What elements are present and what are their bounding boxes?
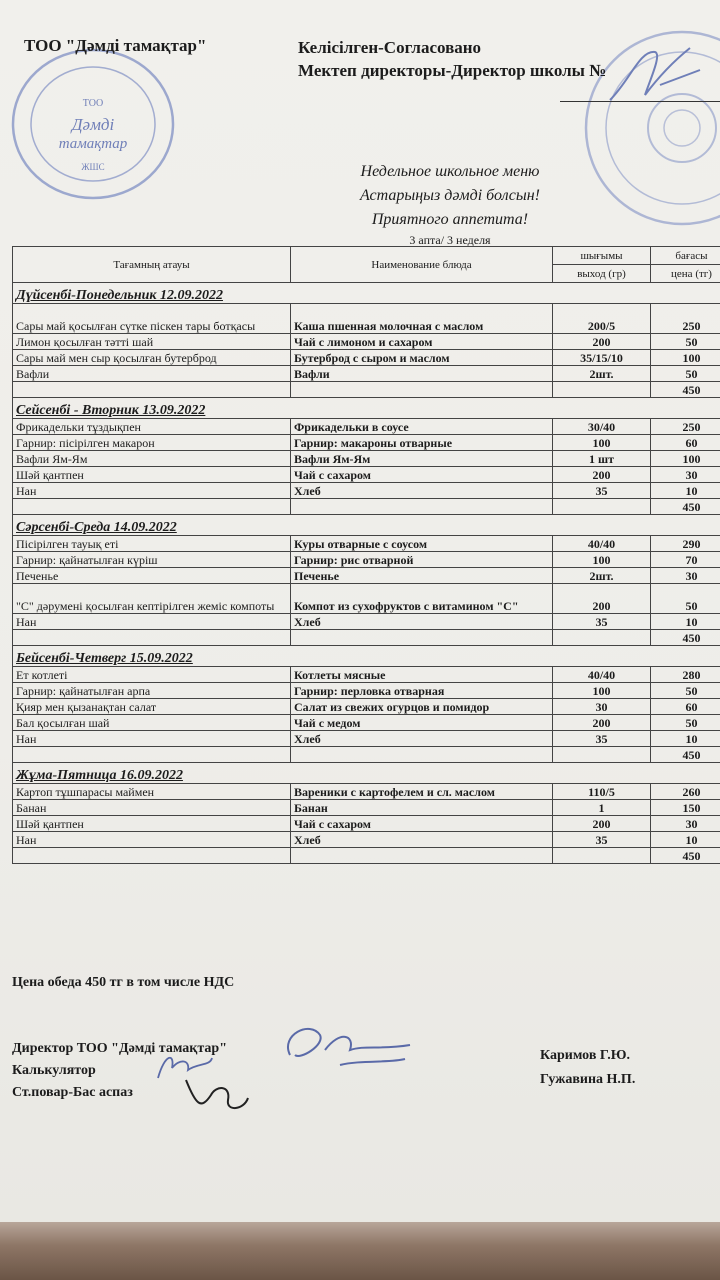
dish-ru: Печенье	[291, 568, 553, 584]
dish-kz: Сары май қосылған сүтке піскен тары ботқасы	[13, 304, 291, 334]
day-total: 450	[651, 382, 720, 398]
empty-cell	[291, 747, 553, 763]
stamp-top-text: ТОО	[82, 98, 104, 109]
dish-kz: Бал қосылған шай	[13, 715, 291, 731]
director-name: Каримов Г.Ю.	[540, 1048, 630, 1063]
dish-kz: Вафли Ям-Ям	[13, 451, 291, 467]
table-row	[13, 568, 720, 584]
dish-ru: Хлеб	[291, 614, 553, 630]
dish-price: 10	[651, 614, 720, 630]
dish-kz: Фрикадельки тұздықпен	[13, 419, 291, 435]
dish-ru: Хлеб	[291, 832, 553, 848]
day-total: 450	[651, 630, 720, 646]
approval-line-2: Мектеп директоры-Директор школы №	[298, 61, 607, 80]
menu-table	[12, 246, 720, 864]
day-total: 450	[651, 499, 720, 515]
stamp-name-line1: Дәмді	[71, 115, 115, 134]
dish-yield: 35/15/10	[553, 350, 651, 366]
table-row	[13, 683, 720, 699]
dish-ru: Вафли	[291, 366, 553, 382]
dish-price: 50	[651, 334, 720, 350]
table-row	[13, 667, 720, 683]
day-row	[13, 646, 720, 667]
empty-cell	[553, 382, 651, 398]
dish-kz: Ет котлеті	[13, 667, 291, 683]
dish-yield: 1	[553, 800, 651, 816]
table-row	[13, 451, 720, 467]
table-row	[13, 584, 720, 614]
table-row	[13, 832, 720, 848]
dish-ru: Чай с сахаром	[291, 467, 553, 483]
total-row	[13, 382, 720, 398]
dish-kz: Банан	[13, 800, 291, 816]
menu-body	[13, 283, 720, 864]
table-row	[13, 536, 720, 552]
day-title: Сәрсенбі-Среда 14.09.2022	[13, 515, 720, 536]
dish-yield: 100	[553, 552, 651, 568]
dish-yield: 1 шт	[553, 451, 651, 467]
approval-line-1: Келісілген-Согласовано	[298, 38, 482, 57]
dish-price: 60	[651, 699, 720, 715]
dish-yield: 200	[553, 584, 651, 614]
dish-ru: Гарнир: рис отварной	[291, 552, 553, 568]
week-label: 3 апта/ 3 неделя	[409, 233, 491, 247]
empty-cell	[291, 630, 553, 646]
dish-price: 30	[651, 568, 720, 584]
dish-yield: 40/40	[553, 667, 651, 683]
day-row	[13, 763, 720, 784]
day-title: Бейсенбі-Четверг 15.09.2022	[13, 646, 720, 667]
director-signature	[600, 40, 710, 110]
stamp-name-line2: тамақтар	[58, 136, 128, 152]
dish-ru: Чай с сахаром	[291, 816, 553, 832]
dish-yield: 110/5	[553, 784, 651, 800]
dish-ru: Вафли Ям-Ям	[291, 451, 553, 467]
dish-kz: Печенье	[13, 568, 291, 584]
day-total: 450	[651, 747, 720, 763]
dish-price: 50	[651, 584, 720, 614]
dish-kz: Гарнир: қайнатылған арпа	[13, 683, 291, 699]
dish-ru: Фрикадельки в соусе	[291, 419, 553, 435]
dish-yield: 2шт.	[553, 568, 651, 584]
dish-yield: 35	[553, 731, 651, 747]
empty-cell	[13, 382, 291, 398]
dish-ru: Вареники с картофелем и сл. маслом	[291, 784, 553, 800]
day-title: Дүйсенбі-Понедельник 12.09.2022	[13, 283, 720, 304]
dish-ru: Гарнир: перловка отварная	[291, 683, 553, 699]
table-row	[13, 435, 720, 451]
director-signature-mark	[270, 1015, 420, 1085]
dish-yield: 200	[553, 816, 651, 832]
table-row	[13, 552, 720, 568]
dish-kz: Вафли	[13, 366, 291, 382]
calculator-label: Калькулятор	[12, 1063, 96, 1078]
stamp-bottom-text: ЖШС	[81, 162, 105, 172]
dish-price: 10	[651, 832, 720, 848]
chef-signature-mark	[176, 1070, 256, 1120]
table-row	[13, 419, 720, 435]
dish-yield: 40/40	[553, 536, 651, 552]
table-row	[13, 800, 720, 816]
table-row	[13, 467, 720, 483]
dish-yield: 35	[553, 832, 651, 848]
table-row	[13, 699, 720, 715]
dish-yield: 30/40	[553, 419, 651, 435]
table-row	[13, 715, 720, 731]
dish-kz: Гарнир: қайнатылған күріш	[13, 552, 291, 568]
empty-cell	[13, 499, 291, 515]
table-row	[13, 334, 720, 350]
chef-label: Ст.повар-Бас аспаз	[12, 1085, 133, 1100]
dish-price: 50	[651, 366, 720, 382]
dish-kz: Пісірілген тауық еті	[13, 536, 291, 552]
dish-price: 10	[651, 483, 720, 499]
empty-cell	[553, 848, 651, 864]
day-total: 450	[651, 848, 720, 864]
header-price-ru: цена (тг)	[651, 265, 720, 283]
dish-yield: 35	[553, 483, 651, 499]
dish-ru: Чай с лимоном и сахаром	[291, 334, 553, 350]
empty-cell	[291, 382, 553, 398]
dish-kz: Сары май мен сыр қосылған бутерброд	[13, 350, 291, 366]
menu-title	[300, 160, 600, 232]
dish-price: 250	[651, 419, 720, 435]
dish-ru: Гарнир: макароны отварные	[291, 435, 553, 451]
dish-kz: Қияр мен қызанақтан салат	[13, 699, 291, 715]
director-label: Директор ТОО "Дәмді тамақтар"	[12, 1041, 227, 1056]
dish-ru: Куры отварные с соусом	[291, 536, 553, 552]
table-row	[13, 784, 720, 800]
dish-kz: Нан	[13, 614, 291, 630]
header-yield-kz: шығымы	[553, 247, 651, 265]
dish-kz: Нан	[13, 832, 291, 848]
table-row	[13, 731, 720, 747]
dish-price: 50	[651, 715, 720, 731]
empty-cell	[291, 848, 553, 864]
title-line-1: Недельное школьное меню	[360, 163, 540, 180]
dish-ru: Банан	[291, 800, 553, 816]
dish-kz: "С" дәрумені қосылған кептірілген жеміс компоты	[13, 584, 291, 614]
title-line-2: Астарыңыз дәмді болсын!	[360, 187, 540, 204]
header-ru-name: Наименование блюда	[291, 247, 553, 283]
company-stamp	[8, 44, 178, 204]
dish-kz: Шәй қантпен	[13, 816, 291, 832]
dish-yield: 30	[553, 699, 651, 715]
dish-price: 100	[651, 451, 720, 467]
table-row	[13, 614, 720, 630]
total-row	[13, 630, 720, 646]
dish-price: 290	[651, 536, 720, 552]
dish-kz: Картоп тұшпарасы маймен	[13, 784, 291, 800]
dish-kz: Лимон қосылған тәтті шай	[13, 334, 291, 350]
total-row	[13, 499, 720, 515]
dish-ru: Котлеты мясные	[291, 667, 553, 683]
lunch-price-note: Цена обеда 450 тг в том числе НДС	[12, 975, 235, 990]
table-row	[13, 366, 720, 382]
dish-price: 280	[651, 667, 720, 683]
dish-price: 150	[651, 800, 720, 816]
company-name: ТОО "Дәмді тамақтар"	[24, 36, 207, 55]
dish-price: 30	[651, 467, 720, 483]
empty-cell	[553, 630, 651, 646]
empty-cell	[13, 848, 291, 864]
dish-price: 10	[651, 731, 720, 747]
day-row	[13, 515, 720, 536]
dish-yield: 200/5	[553, 304, 651, 334]
dish-ru: Чай с медом	[291, 715, 553, 731]
table-row	[13, 304, 720, 334]
dish-price: 100	[651, 350, 720, 366]
total-row	[13, 747, 720, 763]
calculator-name: Гужавина Н.П.	[540, 1072, 636, 1087]
table-header-row	[13, 247, 720, 265]
dish-yield: 2шт.	[553, 366, 651, 382]
dish-kz: Нан	[13, 731, 291, 747]
dish-yield: 200	[553, 467, 651, 483]
day-title: Жұма-Пятница 16.09.2022	[13, 763, 720, 784]
signature-names	[540, 1044, 635, 1092]
dish-yield: 35	[553, 614, 651, 630]
day-title: Сейсенбі - Вторник 13.09.2022	[13, 398, 720, 419]
empty-cell	[553, 747, 651, 763]
empty-cell	[13, 630, 291, 646]
background-floor	[0, 1222, 720, 1280]
header-kz-name: Тағамның атауы	[13, 247, 291, 283]
dish-price: 50	[651, 683, 720, 699]
dish-ru: Каша пшенная молочная с маслом	[291, 304, 553, 334]
dish-kz: Шәй қантпен	[13, 467, 291, 483]
dish-ru: Салат из свежих огурцов и помидор	[291, 699, 553, 715]
table-row	[13, 483, 720, 499]
dish-price: 260	[651, 784, 720, 800]
dish-kz: Нан	[13, 483, 291, 499]
dish-yield: 100	[553, 683, 651, 699]
dish-price: 60	[651, 435, 720, 451]
dish-ru: Бутерброд с сыром и маслом	[291, 350, 553, 366]
dish-price: 70	[651, 552, 720, 568]
dish-yield: 200	[553, 715, 651, 731]
empty-cell	[553, 499, 651, 515]
dish-ru: Хлеб	[291, 483, 553, 499]
day-row	[13, 283, 720, 304]
dish-price: 30	[651, 816, 720, 832]
table-row	[13, 816, 720, 832]
total-row	[13, 848, 720, 864]
dish-ru: Хлеб	[291, 731, 553, 747]
day-row	[13, 398, 720, 419]
empty-cell	[291, 499, 553, 515]
title-line-3: Приятного аппетита!	[371, 211, 529, 228]
dish-price: 250	[651, 304, 720, 334]
empty-cell	[13, 747, 291, 763]
dish-ru: Компот из сухофруктов с витамином "С"	[291, 584, 553, 614]
approval-block	[298, 36, 606, 82]
dish-yield: 200	[553, 334, 651, 350]
header-price-kz: бағасы	[651, 247, 720, 265]
dish-kz: Гарнир: пісірілген макарон	[13, 435, 291, 451]
header-yield-ru: выход (гр)	[553, 265, 651, 283]
table-row	[13, 350, 720, 366]
dish-yield: 100	[553, 435, 651, 451]
